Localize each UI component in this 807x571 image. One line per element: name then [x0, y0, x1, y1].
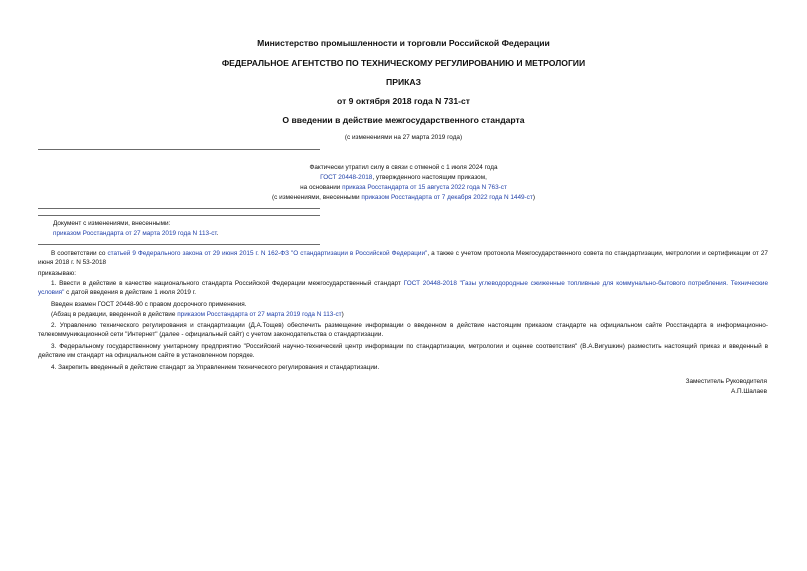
status-line [0, 193, 807, 203]
order-word: приказываю: [38, 270, 76, 277]
document-type: ПРИКАЗ [386, 77, 421, 87]
status-line [0, 183, 807, 193]
divider [38, 244, 320, 245]
item-1-edition-note [51, 311, 344, 320]
agency-name: ФЕДЕРАЛЬНОЕ АГЕНТСТВО ПО ТЕХНИЧЕСКОМУ РЕГУЛИРОВАНИЮ И МЕТРОЛОГИИ [221, 58, 586, 68]
changes-note-line [53, 230, 218, 239]
item-3-paragraph: 3. Федеральному государственному унитарному предприятию "Российский научно-технический центр информации по стандартизации, метрологии и оценке соответствия" (В.А.Вигушкин) разместить настоящий приказ и введенный в действие им стандарт на официальном сайте в установленном порядке. [38, 343, 768, 359]
status-text: на основании [300, 184, 343, 191]
gost-link[interactable]: ГОСТ 20448-2018 [320, 174, 373, 181]
gost-standard-link[interactable]: ГОСТ 20448-2018 "Газы углеводородные сжиженные топливные для коммунально-бытового потребления. Технические условия" [38, 280, 768, 296]
amendments-note: (с изменениями на 27 марта 2019 года) [344, 134, 463, 141]
signature-position: Заместитель Руководителя [685, 378, 767, 385]
amend-order-link[interactable]: приказом Росстандарта от 7 декабря 2022 года N 1449-ст [361, 194, 533, 201]
status-line: Фактически утратил силу в связи с отменой с 1 июля 2024 года [309, 164, 498, 171]
cancel-order-link[interactable]: приказа Росстандарта от 15 августа 2022 года N 763-ст [342, 184, 507, 191]
changes-order-link[interactable]: приказом Росстандарта от 27 марта 2019 года N 113-ст [53, 230, 217, 237]
divider [38, 208, 320, 209]
document-date: от 9 октября 2018 года N 731-ст [337, 96, 470, 106]
divider [38, 149, 320, 150]
body-text: (Абзац в редакции, введенной в действие [51, 311, 178, 318]
status-text: ) [532, 194, 535, 201]
item-4-paragraph: 4. Закрепить введенный в действие стандарт за Управлением технического регулирования и стандартизации. [51, 364, 380, 371]
status-text: (с изменениями, внесенными [272, 194, 362, 201]
changes-note-text: . [216, 230, 219, 237]
body-text: 1. Ввести в действие в качестве национального стандарта Российской Федерации межгосударственный стандарт [51, 280, 404, 287]
changes-note-heading: Документ с изменениями, внесенными: [53, 220, 171, 227]
body-text: с датой введения в действие 1 июля 2019 г. [64, 288, 197, 296]
item-2-paragraph: 2. Управлению технического регулирования и стандартизации (Д.А.Тощев) обеспечить размещение информации о введенном в действие настоящим приказом стандарте на официальном сайте Росстандарта в информационно-телекоммуникационной сети "Интернет" (далее - официальный сайт) с учетом законодательства о стандартизации. [38, 322, 768, 338]
body-text: ) [341, 311, 344, 318]
item-1-paragraph [38, 280, 768, 297]
signature-name: А.П.Шалаев [730, 388, 767, 395]
document-title: О введении в действие межгосударственного стандарта [282, 115, 525, 125]
body-text: , а также с учетом протокола Межгосударственного совета по стандартизации, метрологии и сертификации от 27 июня 2018 г. N 53-2018 [38, 250, 768, 266]
divider [38, 215, 320, 216]
body-text: В соответствии со [51, 250, 108, 257]
edition-order-link[interactable]: приказом Росстандарта от 27 марта 2019 года N 113-ст [177, 311, 342, 318]
item-1-replacement-note: Введен взамен ГОСТ 20448-90 с правом досрочного применения. [51, 301, 247, 308]
preamble-paragraph [38, 250, 768, 267]
status-line [0, 173, 807, 183]
status-text: , утвержденного настоящим приказом, [372, 174, 487, 181]
status-box [0, 163, 807, 203]
ministry-name: Министерство промышленности и торговли Российской Федерации [257, 38, 550, 48]
federal-law-link[interactable]: статьей 9 Федерального закона от 29 июня 2015 г. N 162-ФЗ "О стандартизации в Российской Федерации" [107, 250, 428, 257]
